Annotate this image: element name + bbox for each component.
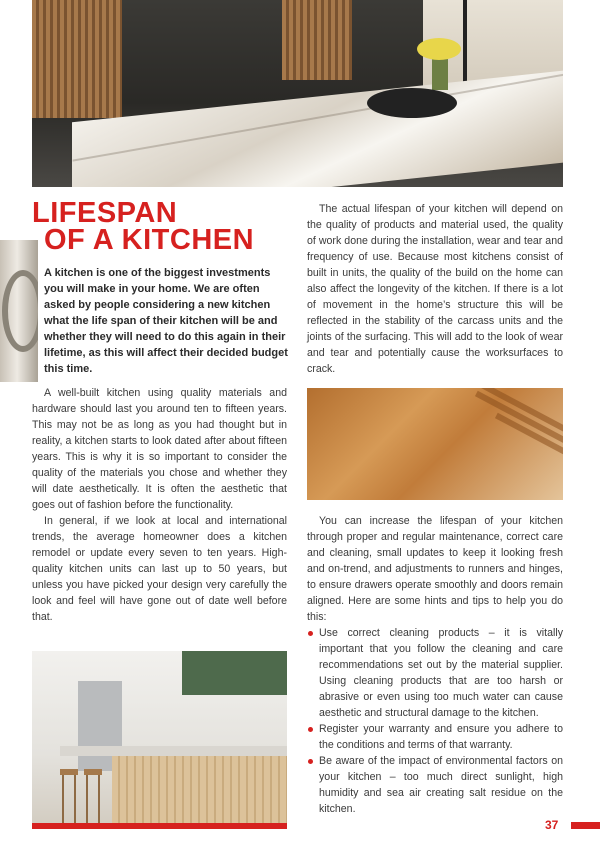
decor-vase-photo	[0, 240, 38, 382]
vase	[432, 56, 448, 90]
list-item: Use correct cleaning products – it is vitally important that you follow the cleaning and care recommendations set out by the material supplier. Using cleaning products that are too harsh or abrasive or even using too much water can cause aesthetic and structural damage to the kitchen.	[307, 625, 563, 721]
wood-slat-panel	[32, 0, 122, 118]
hero-kitchen-photo	[32, 0, 563, 187]
right-column-bottom	[307, 513, 563, 817]
bar-stool	[60, 769, 78, 823]
flowers	[417, 38, 461, 60]
body-paragraph: You can increase the lifespan of your kitchen through proper and regular maintenance, correct care and cleaning, small updates to keep it looking fresh and on-trend, and adjustments to runners and hinges, to ensure drawers operate smoothly and doors remain aligned. Here are some hints and tips to help you do this:	[307, 515, 563, 623]
body-paragraph: In general, if we look at local and international trends, the average homeowner does a kitchen remodel or update every seven to ten years. High-quality kitchen units can last up to 50 years, but unless you have picked your design very carefully the look and feel will have gone out of date well before that.	[32, 515, 287, 623]
black-bowl	[367, 88, 457, 118]
left-column	[32, 385, 287, 625]
page-tab	[571, 822, 600, 829]
wood-detail-photo	[307, 388, 563, 500]
fluted-island	[112, 756, 287, 823]
tips-list	[307, 625, 563, 817]
bar-stool	[84, 769, 102, 823]
body-paragraph: A well-built kitchen using quality materials and hardware should last you around ten to fifteen years. This may not be as long as you had thought but in reality, a kitchen starts to look dated after about fifteen years. This is why it is so important to consider the quality of the materials you chose and whether they will date aesthetically. It is often the aesthetic that goes out of fashion before the functionality.	[32, 387, 287, 511]
list-item: Register your warranty and ensure you adhere to the conditions and terms of that warranty.	[307, 721, 563, 753]
marble-island	[72, 70, 563, 187]
intro-paragraph: A kitchen is one of the biggest investments you will make in your home. We are often asked by people considering a new kitchen what the life span of their kitchen will be and whether they will need to do this again in their lifetime, as this will affect their decided budget this time.	[44, 267, 288, 375]
accent-bar	[32, 823, 287, 829]
wood-slat-panel	[282, 0, 352, 80]
countertop	[60, 746, 287, 756]
article-title	[32, 197, 255, 256]
title-line-1: LIFESPAN	[32, 197, 178, 229]
right-column-top	[307, 201, 563, 377]
page-number: 37	[545, 818, 559, 832]
body-paragraph: The actual lifespan of your kitchen will depend on the quality of products and material used, the quality of work done during the installation, wear and tear and frequency of use. Because most kitchens consist of built in units, the quality of the build on the home can also affect the longevity of the kitchen. If there is a lot of movement in the home’s structure this will be reflected in the stability of the carcass units and the joints of the surfacing. This will add to the look of wear and tear and potentially cause the worksurfaces to crack.	[307, 203, 563, 375]
list-item: Be aware of the impact of environmental factors on your kitchen – too much direct sunlight, high humidity and sea air creating salt residue on the kitchen.	[307, 753, 563, 817]
title-line-2: OF A KITCHEN	[44, 224, 255, 256]
green-cabinets	[182, 651, 287, 695]
kitchen-island-photo	[32, 651, 287, 823]
